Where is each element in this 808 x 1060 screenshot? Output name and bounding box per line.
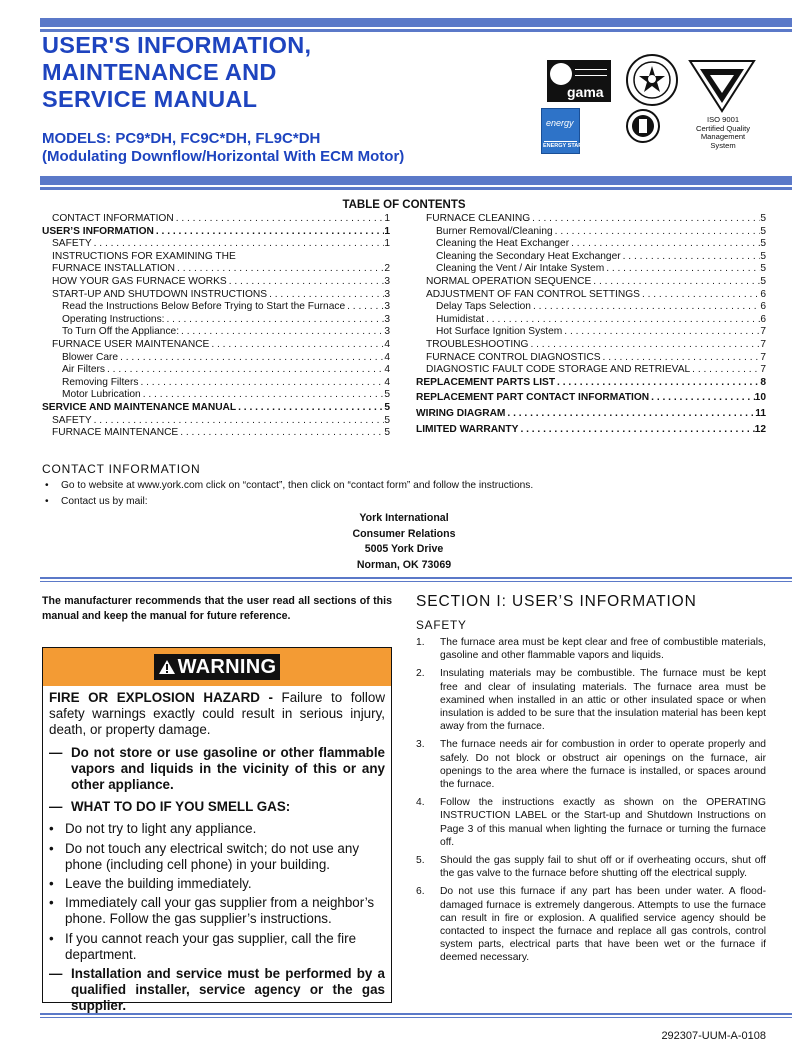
warning-dash-item: — Do not store or use gasoline or other flammable vapors and liquids in the vicinity of this or any other appliance. — [49, 744, 385, 793]
warning-triangle-icon — [158, 659, 176, 675]
safety-list — [416, 636, 766, 970]
warning-label: WARNING — [154, 654, 280, 680]
gama-text: gama — [567, 84, 604, 100]
list-item: 5. Should the gas supply fail to shut off or if overheating occurs, shut off the gas valve to the furnace before shutting off the electrical supply. — [416, 855, 766, 880]
list-item: 1. The furnace area must be kept clear and free of combustible materials, gasoline and other flammable vapors and liquids. — [416, 637, 766, 662]
toc-entry[interactable]: NORMAL OPERATION SEQUENCE . . . 5 — [416, 276, 766, 289]
warning-bullet: • Do not touch any electrical switch; do not use any phone (including cell phone) in your building. — [49, 840, 360, 872]
toc-entry[interactable]: Humidistat . . . 6 — [416, 314, 766, 327]
toc-top-bar — [40, 176, 792, 185]
title-line-1: USER'S INFORMATION, — [42, 32, 312, 58]
toc-entry[interactable]: Cleaning the Vent / Air Intake System . . . 5 — [416, 263, 766, 276]
toc-entry[interactable]: Burner Removal/Cleaning . . . 5 — [416, 226, 766, 239]
iso-registration-logo — [680, 55, 764, 115]
mailing-address — [0, 511, 808, 573]
iso-line-1: ISO 9001 — [706, 115, 740, 124]
toc-entry[interactable]: HOW YOUR GAS FURNACE WORKS . . . 3 — [42, 276, 390, 289]
models-subline: (Modulating Downflow/Horizontal With ECM Motor) — [42, 148, 405, 165]
iso-line-2: Certified Quality — [695, 123, 751, 133]
hazard-statement: FIRE OR EXPLOSION HAZARD - Failure to follow safety warnings exactly could result in serious injury, death, or property damage. — [49, 690, 385, 738]
energy-star-logo — [541, 108, 583, 154]
toc-title: TABLE OF CONTENTS — [342, 199, 466, 211]
warning-dash-item: — WHAT TO DO IF YOU SMELL GAS: — [49, 799, 291, 815]
safety-heading: SAFETY — [416, 618, 467, 632]
toc-entry[interactable]: ADJUSTMENT OF FAN CONTROL SETTINGS . . . 6 — [416, 289, 766, 302]
title-line-2: MAINTENANCE AND — [42, 59, 277, 85]
toc-entry[interactable]: FURNACE USER MAINTENANCE . . . 4 — [42, 339, 390, 352]
address-line: Norman, OK 73069 — [356, 558, 452, 571]
toc-left-column — [42, 213, 390, 440]
toc-entry[interactable]: LIMITED WARRANTY . . . 12 — [416, 424, 766, 437]
contact-bullet-website: • Go to website at www.york.com click on “contact”, then click on “contact form” and follow the instructions. — [45, 480, 534, 491]
toc-entry[interactable]: Read the Instructions Below Before Trying to Start the Furnace . . . 3 — [42, 301, 390, 314]
address-line: York International — [359, 512, 449, 524]
iso-caption — [688, 116, 758, 150]
toc-entry[interactable]: SERVICE AND MAINTENANCE MANUAL . . . 5 — [42, 402, 390, 415]
warning-dash-item: — Installation and service must be performed by a qualified installer, service agency or the gas supplier. — [49, 966, 385, 1014]
footer-separator — [40, 1013, 792, 1015]
toc-entry[interactable]: FURNACE INSTALLATION . . . 2 — [42, 263, 390, 276]
toc-entry[interactable]: DIAGNOSTIC FAULT CODE STORAGE AND RETRIEVAL . . . 7 — [416, 364, 766, 377]
warning-bullet: • Do not try to light any appliance. — [49, 821, 257, 837]
toc-entry[interactable]: Delay Taps Selection . . . 6 — [416, 301, 766, 314]
csa-seal-icon — [625, 53, 679, 107]
toc-entry[interactable]: Air Filters . . . 4 — [42, 364, 390, 377]
warning-body — [49, 690, 385, 1021]
section-title: SECTION I: USER’S INFORMATION — [416, 593, 697, 610]
ul-seal-icon — [626, 108, 660, 144]
toc-entry[interactable]: USER’S INFORMATION . . . 1 — [42, 226, 390, 239]
toc-entry[interactable]: Hot Surface Ignition System . . . 7 — [416, 326, 766, 339]
contact-bullet-mail: • Contact us by mail: — [45, 496, 148, 507]
toc-entry[interactable]: INSTRUCTIONS FOR EXAMINING THE — [52, 250, 236, 262]
gama-logo — [547, 60, 611, 102]
contact-heading: CONTACT INFORMATION — [42, 462, 201, 476]
toc-entry[interactable]: START-UP AND SHUTDOWN INSTRUCTIONS . . . 3 — [42, 289, 390, 302]
toc-entry[interactable]: WIRING DIAGRAM . . . 11 — [416, 408, 766, 421]
list-item: 6. Do not use this furnace if any part has been under water. A flood-damaged furnace is extremely dangerous. Attempts to use the furnace can result in fire or explosion. A qualified service agency should be contacted to inspect the furnace and replace all gas controls, control system parts, electrical parts that have been wet or the furnace if deemed necessary. — [416, 886, 766, 964]
toc-top-bar-thin — [40, 187, 792, 190]
toc-entry[interactable]: REPLACEMENT PART CONTACT INFORMATION . . . 10 — [416, 392, 766, 405]
document-title — [42, 32, 502, 113]
toc-entry[interactable]: CONTACT INFORMATION . . . 1 — [42, 213, 390, 226]
title-line-3: SERVICE MANUAL — [42, 86, 258, 112]
toc-entry[interactable]: Motor Lubrication . . . 5 — [42, 389, 390, 402]
warning-bullet: • Leave the building immediately. — [49, 876, 252, 892]
toc-entry[interactable]: To Turn Off the Appliance: . . . 3 — [42, 326, 390, 339]
toc-entry[interactable]: Operating Instructions: . . . 3 — [42, 314, 390, 327]
warning-box — [42, 647, 392, 1014]
models-heading — [42, 130, 404, 166]
top-bar — [40, 18, 792, 27]
toc-entry[interactable]: Cleaning the Heat Exchanger . . . 5 — [416, 238, 766, 251]
list-item: 4. Follow the instructions exactly as shown on the OPERATING INSTRUCTION LABEL or the Start-up and Shutdown Instructions on Page 3 of this manual when lighting the furnace or turning the furnace off. — [416, 797, 766, 848]
toc-entry[interactable]: FURNACE CLEANING . . . 5 — [416, 213, 766, 226]
bullet-icon: • — [45, 480, 49, 491]
toc-entry[interactable]: FURNACE CONTROL DIAGNOSTICS . . . 7 — [416, 352, 766, 365]
toc-entry[interactable]: SAFETY . . . 5 — [42, 415, 390, 428]
section-separator — [40, 577, 792, 579]
toc-entry[interactable]: SAFETY . . . 1 — [42, 238, 390, 251]
toc-entry[interactable]: TROUBLESHOOTING . . . 7 — [416, 339, 766, 352]
toc-entry[interactable]: REPLACEMENT PARTS LIST . . . 8 — [416, 377, 766, 390]
toc-entry[interactable]: Blower Care . . . 4 — [42, 352, 390, 365]
list-item: 2. Insulating materials may be combustible. The furnace must be kept free and clear of insulating materials. The furnace area must be examined when installed in an attic or other insulated space or when insulation is added to be sure that the insulation material has been kept away from the furnace. — [416, 668, 766, 733]
toc-entry[interactable]: FURNACE MAINTENANCE . . . 5 — [42, 427, 390, 440]
warning-header — [43, 648, 391, 686]
models-line: MODELS: PC9*DH, FC9C*DH, FL9C*DH — [42, 130, 321, 147]
energy-star-text: ENERGY STAR — [543, 143, 583, 149]
toc-entry[interactable]: Removing Filters . . . 4 — [42, 377, 390, 390]
footer-separator-thin — [40, 1017, 792, 1018]
address-line: 5005 York Drive — [364, 543, 444, 555]
bullet-icon: • — [45, 496, 49, 507]
intro-paragraph: The manufacturer recommends that the user read all sections of this manual and keep the manual for future reference. — [42, 595, 392, 622]
toc-entry[interactable]: Cleaning the Secondary Heat Exchanger . . . 5 — [416, 251, 766, 264]
warning-bullet: • Immediately call your gas supplier from a neighbor’s phone. Follow the gas supplier’s instructions. — [49, 895, 375, 927]
warning-bullet: • If you cannot reach your gas supplier, call the fire department. — [49, 930, 357, 962]
energy-script: energy — [546, 118, 574, 128]
list-item: 3. The furnace needs air for combustion in order to operate properly and safely. Do not block or obstruct air openings on the furnace, air openings to the area where the furnace is installed, or spaces around the furnace. — [416, 739, 766, 791]
address-line: Consumer Relations — [352, 527, 456, 540]
toc-right-column — [416, 213, 766, 436]
iso-line-3: Management System — [700, 132, 746, 150]
section-separator-thin — [40, 581, 792, 582]
document-code: 292307-UUM-A-0108 — [661, 1030, 766, 1042]
